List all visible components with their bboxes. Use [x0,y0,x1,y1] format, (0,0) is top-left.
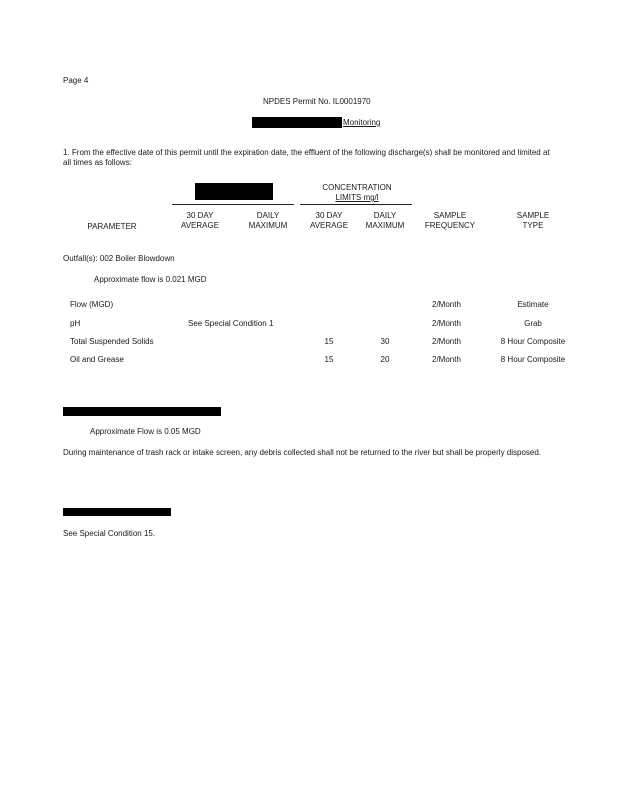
row-frequency: 2/Month [432,319,461,328]
concentration-rule [300,204,412,205]
row-frequency: 2/Month [432,337,461,346]
maintenance-paragraph: During maintenance of trash rack or intake screen, any debris collected shall not be returned to the river but shall be properly disposed. [63,448,542,457]
header-conc-max-line2: MAXIMUM [365,221,405,230]
redacted-outfall-heading [63,508,171,516]
special-condition-note: See Special Condition 15. [63,529,156,538]
section-heading-tail: Monitoring [343,118,381,127]
header-load-avg-line1: 30 DAY [186,211,214,220]
row-frequency: 2/Month [432,300,461,309]
row-sample-type: 8 Hour Composite [500,355,566,364]
redacted-heading-block [252,117,342,128]
header-load-max-line1: DAILY [256,211,280,220]
header-frequency-line2: FREQUENCY [424,221,476,230]
outfall-flow-note: Approximate flow is 0.021 MGD [94,275,207,284]
header-type-line1: SAMPLE [516,211,550,220]
row-parameter: Oil and Grease [70,355,124,364]
row-max-value: 20 [380,355,390,364]
row-frequency: 2/Month [432,355,461,364]
page-number: Page 4 [63,76,89,85]
row-parameter: Flow (MGD) [70,300,114,309]
row-sample-type: Grab [524,319,542,328]
header-frequency-line1: SAMPLE [433,211,467,220]
header-conc-max-line1: DAILY [373,211,397,220]
concentration-title: CONCENTRATION [322,183,392,192]
header-load-max-line2: MAXIMUM [248,221,288,230]
redacted-load-limits-header [195,183,273,200]
row-sample-type: Estimate [517,300,549,309]
row-sample-type: 8 Hour Composite [500,337,566,346]
intro-paragraph: 1. From the effective date of this permit until the expiration date, the effluent of the following discharge(s) shall be monitored and limited at all times as follows: [63,148,550,167]
header-parameter: PARAMETER [87,222,137,231]
row-parameter: pH [70,319,81,328]
row-parameter: Total Suspended Solids [70,337,154,346]
outfall-title: Outfall(s): 002 Boiler Blowdown [63,254,175,263]
header-type-line2: TYPE [522,221,544,230]
header-load-avg-line2: AVERAGE [180,221,220,230]
header-conc-avg-line1: 30 DAY [315,211,343,220]
concentration-units: LIMITS mg/l [335,193,379,202]
header-conc-avg-line2: AVERAGE [309,221,349,230]
row-max-value: 30 [380,337,390,346]
row-special-condition: See Special Condition 1 [188,319,274,328]
permit-number: NPDES Permit No. IL0001970 [263,97,371,106]
outfall-flow-note: Approximate Flow is 0.05 MGD [90,427,201,436]
load-limits-rule [172,204,294,205]
row-avg-value: 15 [324,355,334,364]
row-avg-value: 15 [324,337,334,346]
redacted-outfall-heading [63,407,221,416]
